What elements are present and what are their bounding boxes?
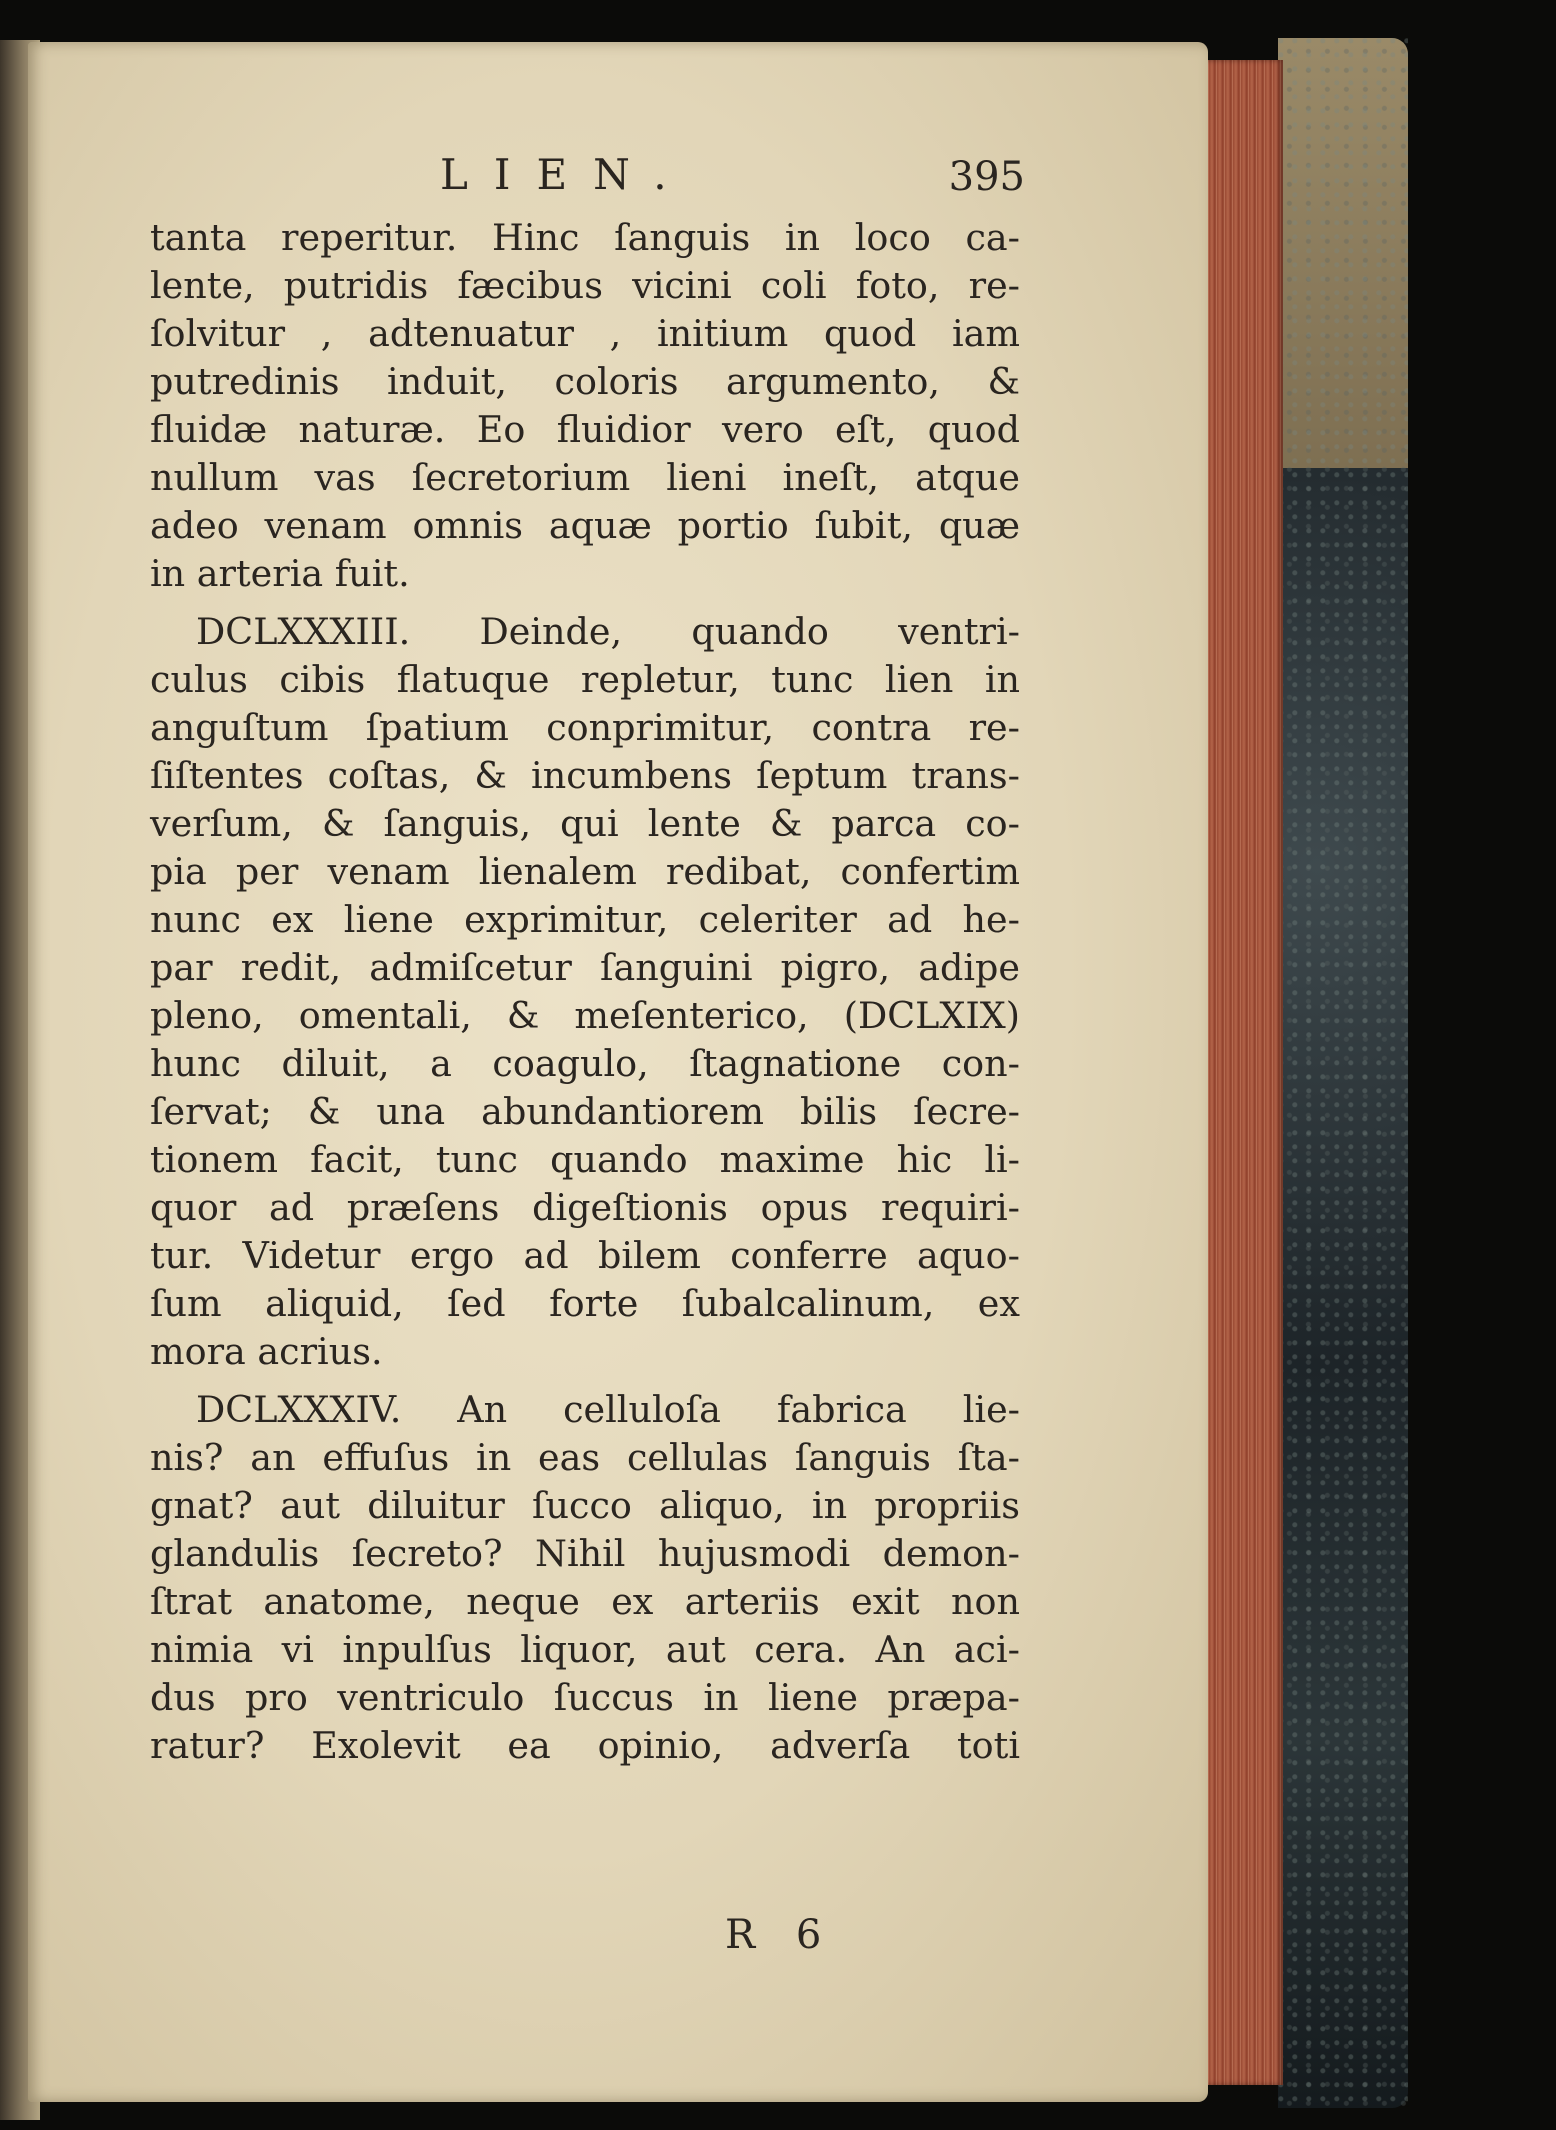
section-heading-line: DCLXXXIV. An celluloſa fabrica lie- (196, 1388, 1020, 1431)
marbled-cover-texture (1278, 38, 1408, 2108)
text-line: adeo venam omnis aquæ portio ſubit, quæ (150, 504, 1020, 547)
page-text (150, 150, 1025, 1958)
text-line: hunc diluit, a coagulo, ſtagnatione con- (150, 1042, 1020, 1085)
text-line: fluidæ naturæ. Eo fluidior vero eſt, quod (150, 408, 1020, 451)
page-header (150, 150, 1025, 210)
text-line: gnat? aut diluitur ſucco aliquo, in propriis (150, 1484, 1020, 1527)
text-line: putredinis induit, coloris argumento, & (150, 360, 1020, 403)
text-line: ratur? Exolevit ea opinio, adverſa toti (150, 1724, 1020, 1767)
paragraph-dclxxxiii (150, 608, 1020, 1376)
text-line: tanta reperitur. Hinc ſanguis in loco ca- (150, 216, 1020, 259)
text-line: ſtrat anatome, neque ex arteriis exit non (150, 1580, 1020, 1623)
text-line: pia per venam lienalem redibat, confertim (150, 850, 1020, 893)
text-line: nis? an effuſus in eas cellulas ſanguis ſta- (150, 1436, 1020, 1479)
section-heading-line: DCLXXXIII. Deinde, quando ventri- (196, 610, 1020, 653)
text-line: in arteria fuit. (150, 552, 410, 595)
text-line: glandulis ſecreto? Nihil hujusmodi demon- (150, 1532, 1020, 1575)
text-line: nullum vas ſecretorium lieni ineſt, atque (150, 456, 1020, 499)
text-line: nunc ex liene exprimitur, celeriter ad he- (150, 898, 1020, 941)
text-line: ſum aliquid, ſed forte ſubalcalinum, ex (150, 1282, 1020, 1325)
text-line: ſiſtentes coſtas, & incumbens ſeptum trans- (150, 754, 1020, 797)
text-line: ſolvitur , adtenuatur , initium quod iam (150, 312, 1020, 355)
book-cover (1278, 38, 1408, 2108)
text-line: anguſtum ſpatium conprimitur, contra re- (150, 706, 1020, 749)
text-line: par redit, admiſcetur ſanguini pigro, adipe (150, 946, 1020, 989)
text-line: mora acrius. (150, 1330, 383, 1373)
paragraph-continuation (150, 214, 1020, 598)
text-line: culus cibis flatuque repletur, tunc lien in (150, 658, 1020, 701)
paragraph-dclxxxiv (150, 1386, 1020, 1770)
running-head: LIEN. (440, 150, 693, 199)
page-number: 395 (948, 154, 1025, 200)
text-line: nimia vi inpulſus liquor, aut cera. An aci- (150, 1628, 1020, 1671)
text-line: pleno, omentali, & meſenterico, (DCLXIX) (150, 994, 1020, 1037)
text-line: dus pro ventriculo ſuccus in liene præpa- (150, 1676, 1020, 1719)
printer-signature-mark: R 6 (725, 1912, 836, 1958)
text-line: quor ad præſens digeſtionis opus requiri- (150, 1186, 1020, 1229)
text-line: lente, putridis fæcibus vicini coli foto, re- (150, 264, 1020, 307)
text-line: tionem facit, tunc quando maxime hic li- (150, 1138, 1020, 1181)
text-line: tur. Videtur ergo ad bilem conferre aquo- (150, 1234, 1020, 1277)
text-line: verſum, & ſanguis, qui lente & parca co- (150, 802, 1020, 845)
text-line: ſervat; & una abundantiorem bilis ſecre- (150, 1090, 1020, 1133)
